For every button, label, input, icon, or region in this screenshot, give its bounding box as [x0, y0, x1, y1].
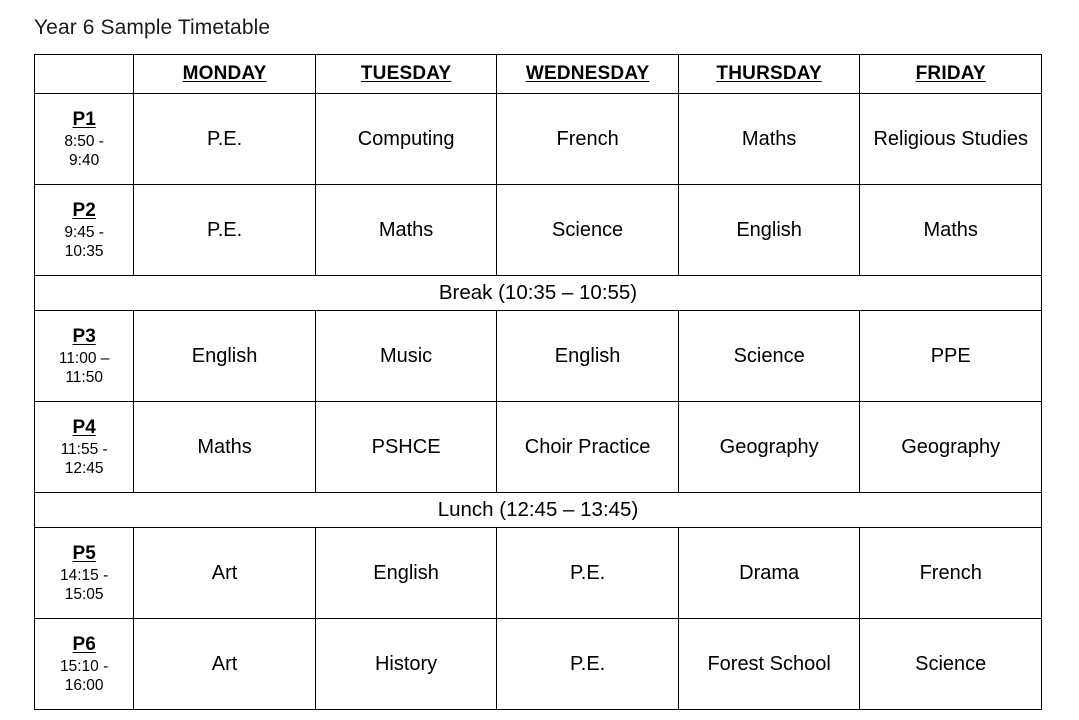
period-time-end: 12:45 — [64, 460, 104, 477]
period-time-cell — [35, 402, 134, 493]
column-header-wednesday-label: WEDNESDAY — [525, 63, 650, 84]
column-header-wednesday — [497, 55, 679, 94]
period-time-end: 11:50 — [65, 369, 103, 386]
lesson-cell: Maths — [134, 402, 316, 493]
period-label: P5 — [72, 543, 96, 564]
lunch-label: Lunch (12:45 – 13:45) — [35, 493, 1042, 528]
lesson-cell: P.E. — [134, 94, 316, 185]
lesson-cell: French — [860, 528, 1042, 619]
period-time-cell — [35, 619, 134, 710]
column-header-tuesday-label: TUESDAY — [360, 63, 452, 84]
lesson-cell: P.E. — [497, 619, 679, 710]
timetable-body — [35, 94, 1042, 710]
break-row — [35, 493, 1042, 528]
break-label: Break (10:35 – 10:55) — [35, 276, 1042, 311]
lesson-cell: Art — [134, 619, 316, 710]
period-time-end: 16:00 — [64, 677, 104, 694]
period-time-start: 15:10 - — [60, 658, 109, 675]
period-time-start: 14:15 - — [60, 567, 109, 584]
table-row — [35, 528, 1042, 619]
lesson-cell: Geography — [860, 402, 1042, 493]
lesson-cell: Choir Practice — [497, 402, 679, 493]
period-time-end: 9:40 — [69, 152, 100, 169]
lesson-cell: English — [678, 185, 860, 276]
lesson-cell: Maths — [678, 94, 860, 185]
header-row — [35, 55, 1042, 94]
lesson-cell: Science — [860, 619, 1042, 710]
column-header-thursday-label: THURSDAY — [716, 63, 822, 84]
lesson-cell: English — [134, 311, 316, 402]
lesson-cell: Forest School — [678, 619, 860, 710]
table-row — [35, 619, 1042, 710]
lesson-cell: PSHCE — [315, 402, 497, 493]
period-time-start: 11:00 – — [58, 350, 110, 367]
page-title: Year 6 Sample Timetable — [34, 16, 271, 39]
lesson-cell: Music — [315, 311, 497, 402]
period-time-end: 15:05 — [64, 586, 104, 603]
period-label: P6 — [72, 634, 96, 655]
lesson-cell: Drama — [678, 528, 860, 619]
period-time-cell — [35, 185, 134, 276]
period-time-start: 9:45 - — [64, 224, 104, 241]
period-time-cell — [35, 528, 134, 619]
column-header-thursday — [678, 55, 860, 94]
lesson-cell: French — [497, 94, 679, 185]
period-label: P3 — [72, 326, 96, 347]
lesson-cell: PPE — [860, 311, 1042, 402]
period-time-start: 11:55 - — [60, 441, 108, 458]
corner-header — [35, 55, 134, 94]
period-time-cell — [35, 94, 134, 185]
period-label: P1 — [72, 109, 96, 130]
timetable-header — [35, 55, 1042, 94]
period-label: P4 — [72, 417, 96, 438]
table-row — [35, 311, 1042, 402]
period-time-cell — [35, 311, 134, 402]
column-header-monday-label: MONDAY — [182, 63, 267, 84]
lesson-cell: Maths — [315, 185, 497, 276]
table-row — [35, 185, 1042, 276]
lesson-cell: P.E. — [134, 185, 316, 276]
column-header-friday-label: FRIDAY — [915, 63, 986, 84]
lesson-cell: English — [315, 528, 497, 619]
period-time-start: 8:50 - — [64, 133, 104, 150]
table-row — [35, 94, 1042, 185]
period-time-end: 10:35 — [64, 243, 104, 260]
lesson-cell: Geography — [678, 402, 860, 493]
column-header-friday — [860, 55, 1042, 94]
lesson-cell: Religious Studies — [860, 94, 1042, 185]
lesson-cell: Science — [678, 311, 860, 402]
lesson-cell: Maths — [860, 185, 1042, 276]
lesson-cell: P.E. — [497, 528, 679, 619]
column-header-tuesday — [315, 55, 497, 94]
lesson-cell: History — [315, 619, 497, 710]
timetable — [34, 54, 1042, 710]
period-label: P2 — [72, 200, 96, 221]
lesson-cell: Science — [497, 185, 679, 276]
table-row — [35, 402, 1042, 493]
column-header-monday — [134, 55, 316, 94]
lesson-cell: English — [497, 311, 679, 402]
lesson-cell: Computing — [315, 94, 497, 185]
break-row — [35, 276, 1042, 311]
lesson-cell: Art — [134, 528, 316, 619]
